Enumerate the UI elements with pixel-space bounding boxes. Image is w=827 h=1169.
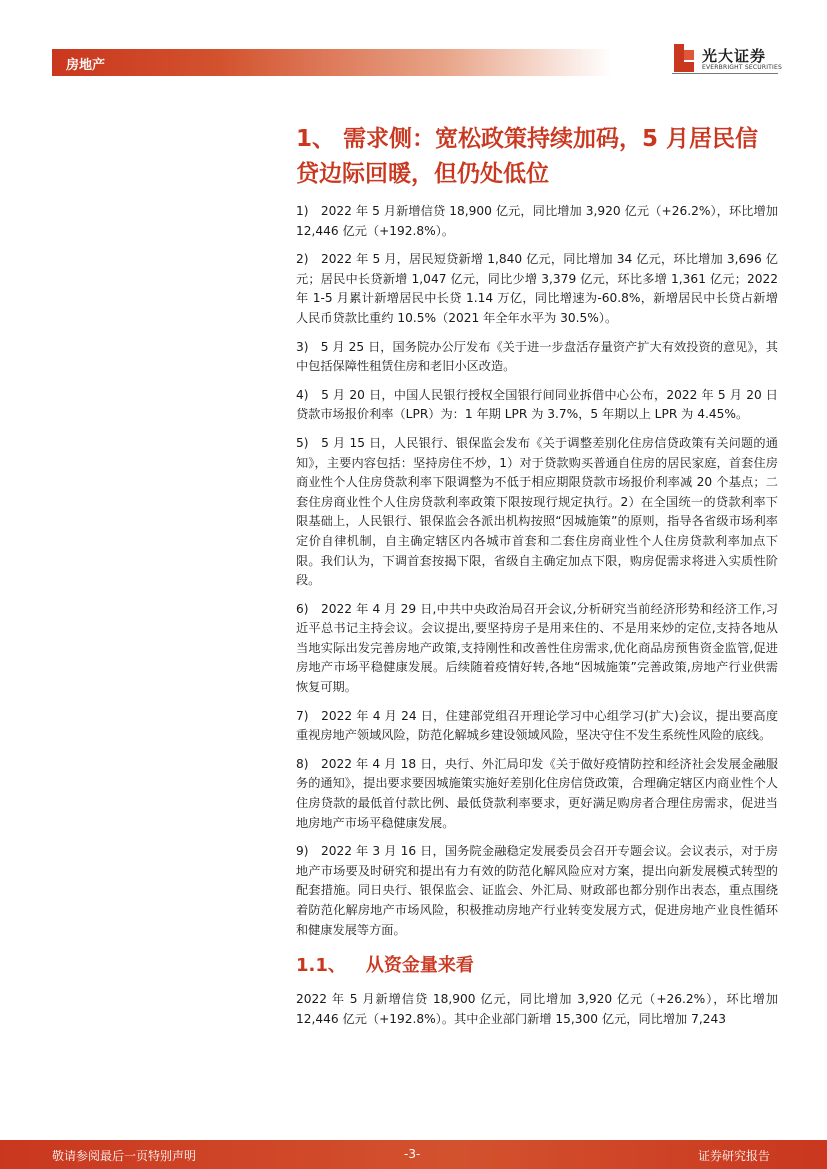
page-number: -3- (404, 1147, 421, 1161)
everbright-logo (672, 44, 782, 74)
paragraph-3: 3) 5 月 25 日，国务院办公厅发布《关于进一步盘活存量资产扩大有效投资的意见》，其中包括保障性租赁住房和老旧小区改造。 (296, 339, 778, 374)
section-heading: 1、 需求侧：宽松政策持续加码，5 月居民信贷边际回暖，但仍处低位 (296, 126, 759, 187)
paragraph-1: 1) 2022 年 5 月新增信贷 18,900 亿元，同比增加 3,920 亿元（+26.2%），环比增加 12,446 亿元（+192.8%）。 (296, 204, 778, 238)
paragraph-2: 2) 2022 年 5 月，居民短贷新增 1,840 亿元，同比增加 34 亿元，环比增加 3,696 亿元；居民中长贷新增 1,047 亿元，同比少增 3,379 亿元，环比多增 1,361 亿元；2022 年 1-5 月累计新增居民中长贷 1.14 万亿，同比增速为-60.8%，新增居民中长贷占新增人民币贷款比重约 10.5%（2021 年全年水平为 30.5%）。 (296, 252, 778, 325)
paragraph-4: 4) 5 月 20 日，中国人民银行授权全国银行间同业拆借中心公布，2022 年 5 月 20 日贷款市场报价利率（LPR）为：1 年期 LPR 为 3.7%，5 年期以上 LPR 为 4.45%。 (296, 387, 778, 422)
logo-en-text: EVERBRIGHT SECURITIES (702, 64, 782, 71)
subsection-title: 从资金量来看 (365, 955, 474, 977)
footer-bar (0, 1140, 827, 1169)
report-type: 证券研究报告 (697, 1149, 770, 1163)
header-bar (52, 49, 612, 76)
paragraph-9: 9) 2022 年 3 月 16 日，国务院金融稳定发展委员会召开专题会议。会议表示，对于房地产市场要及时研究和提出有力有效的防范化解风险应对方案，提出向新发展模式转型的配套措施。同日央行、银保监会、证监会、外汇局、财政部也都分别作出表态，重点围绕着防范化解房地产市场风险，积极推动房地产行业转变发展方式，促进房地产业良性循环和健康发展等方面。 (296, 844, 778, 937)
footer-disclaimer: 敬请参阅最后一页特别声明 (52, 1149, 197, 1163)
logo-rule (672, 73, 778, 74)
logo-cn-text: 光大证券 (702, 47, 767, 65)
paragraph-8: 8) 2022 年 4 月 18 日，央行、外汇局印发《关于做好疫情防控和经济社会发展金融服务的通知》，提出要求要因城施策实施好差别化住房信贷政策，合理确定辖区内商业性个人住房贷款的最低首付款比例、最低贷款利率要求，更好满足购房者合理住房需求，促进当地房地产市场平稳健康发展。 (296, 756, 778, 830)
paragraph-7: 7) 2022 年 4 月 24 日，住建部党组召开理论学习中心组学习(扩大)会议，提出要高度重视房地产领域风险，防范化解城乡建设领域风险，坚决守住不发生系统性风险的底线。 (296, 708, 778, 743)
section-label: 房地产 (66, 58, 106, 73)
paragraph-funding: 2022 年 5 月新增信贷 18,900 亿元，同比增加 3,920 亿元（+26.2%），环比增加 12,446 亿元（+192.8%）。其中企业部门新增 15,300 亿元，同比增加 7,243 (296, 992, 778, 1026)
main-content (296, 122, 778, 1038)
subsection-number: 1.1、 (296, 955, 346, 977)
paragraph-5: 5) 5 月 15 日，人民银行、银保监会发布《关于调整差别化住房信贷政策有关问题的通知》，主要内容包括：坚持房住不炒，1）对于贷款购买普通自住房的居民家庭，首套住房商业性个人住房贷款利率下限调整为不低于相应期限贷款市场报价利率减 20 个基点；二套住房商业性个人住房贷款利率政策下限按现行规定执行。2）在全国统一的贷款利率下限基础上，人民银行、银保监会各派出机构按照“因城施策”的原则，指导各省级市场利率定价自律机制，自主确定辖区内各城市首套和二套住房商业性个人住房贷款利率加点下限。我们认为，下调首套按揭下限，省级自主确定加点下限，购房促需求将进入实质性阶段。 (296, 435, 778, 588)
logo-mark-icon (672, 44, 696, 72)
subsection-heading (296, 954, 778, 978)
paragraph-6: 6) 2022 年 4 月 29 日,中共中央政治局召开会议,分析研究当前经济形势和经济工作,习近平总书记主持会议。会议提出,要坚持房子是用来住的、不是用来炒的定位,支持各地从当地实际出发完善房地产政策,支持刚性和改善性住房需求,优化商品房预售资金监管,促进房地产市场平稳健康发展。后续随着疫情好转,各地“因城施策”完善政策,房地产行业供需恢复可期。 (296, 601, 778, 695)
